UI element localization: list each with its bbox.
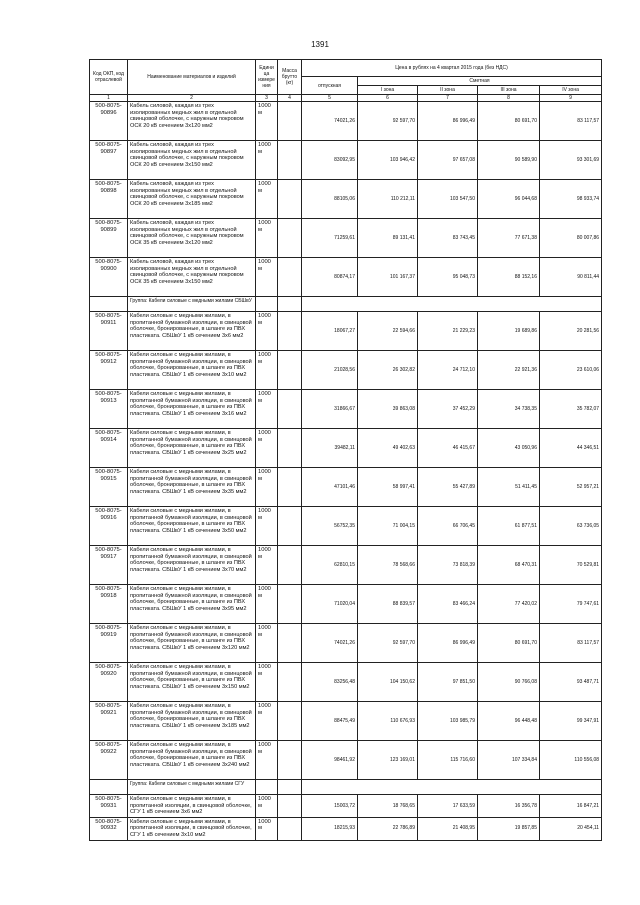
row-zone1-price: 92 597,70 bbox=[358, 624, 418, 663]
row-zone4-price: 110 556,08 bbox=[540, 741, 602, 780]
row-zone2-price: 66 706,45 bbox=[418, 507, 478, 546]
row-zone2-price: 86 996,49 bbox=[418, 102, 478, 141]
row-zone1-price: 103 946,42 bbox=[358, 141, 418, 180]
row-zone3-price: 96 044,68 bbox=[478, 180, 540, 219]
group-code-cell bbox=[90, 780, 128, 795]
group-label: Группа: Кабели силовые с медными жилами СГУ bbox=[128, 780, 256, 795]
row-zone3-price: 22 921,36 bbox=[478, 351, 540, 390]
row-zone4-price: 93 487,71 bbox=[540, 663, 602, 702]
row-release-price: 88105,06 bbox=[302, 180, 358, 219]
row-release-price: 21028,56 bbox=[302, 351, 358, 390]
row-unit: 1000 м bbox=[256, 795, 278, 818]
row-release-price: 15003,72 bbox=[302, 795, 358, 818]
row-code: 500-8075-90913 bbox=[90, 390, 128, 429]
row-mass bbox=[278, 258, 302, 297]
row-zone2-price: 86 996,49 bbox=[418, 624, 478, 663]
row-zone4-price: 98 933,74 bbox=[540, 180, 602, 219]
col-num: 1 bbox=[90, 95, 128, 102]
row-zone4-price: 93 301,69 bbox=[540, 141, 602, 180]
row-zone4-price: 44 346,51 bbox=[540, 429, 602, 468]
row-name: Кабели силовые с медными жилами, в пропитанной бумажной изоляции, в свинцовой оболочке, бронированные, в шланге из ПВХ пластиката. СБШвУ 1 кВ сечением 3х120 мм2 bbox=[128, 624, 256, 663]
col-num: 2 bbox=[128, 95, 256, 102]
table-row bbox=[90, 429, 602, 468]
row-zone4-price: 83 117,57 bbox=[540, 624, 602, 663]
row-zone2-price: 97 657,08 bbox=[418, 141, 478, 180]
row-name: Кабель силовой, каждая из трех изолированных медных жил в отдельной свинцовой оболочке, с наружным покровом ОСК 20 кВ сечением 3х120 мм2 bbox=[128, 102, 256, 141]
group-row bbox=[90, 780, 602, 795]
table-header bbox=[90, 60, 602, 102]
row-release-price: 31866,67 bbox=[302, 390, 358, 429]
row-name: Кабели силовые с медными жилами, в пропитанной бумажной изоляции, в свинцовой оболочке, бронированные, в шланге из ПВХ пластиката. СБШвУ 1 кВ сечением 3х6 мм2 bbox=[128, 312, 256, 351]
row-name: Кабель силовой, каждая из трех изолированных медных жил в отдельной свинцовой оболочке, с наружным покровом ОСК 20 кВ сечением 3х185 мм2 bbox=[128, 180, 256, 219]
row-zone4-price: 80 007,86 bbox=[540, 219, 602, 258]
row-zone3-price: 51 411,45 bbox=[478, 468, 540, 507]
row-zone1-price: 18 768,65 bbox=[358, 795, 418, 818]
row-code: 500-8075-90915 bbox=[90, 468, 128, 507]
row-unit: 1000 м bbox=[256, 702, 278, 741]
row-zone3-price: 96 448,48 bbox=[478, 702, 540, 741]
row-mass bbox=[278, 795, 302, 818]
row-release-price: 71020,04 bbox=[302, 585, 358, 624]
row-mass bbox=[278, 546, 302, 585]
row-unit: 1000 м bbox=[256, 390, 278, 429]
header-release: отпускная bbox=[302, 77, 358, 95]
row-zone3-price: 90 589,90 bbox=[478, 141, 540, 180]
row-zone4-price: 99 347,91 bbox=[540, 702, 602, 741]
row-zone1-price: 22 786,89 bbox=[358, 817, 418, 840]
col-num: 6 bbox=[358, 95, 418, 102]
row-mass bbox=[278, 624, 302, 663]
price-table bbox=[89, 59, 602, 841]
row-unit: 1000 м bbox=[256, 102, 278, 141]
row-zone2-price: 103 985,79 bbox=[418, 702, 478, 741]
row-zone2-price: 103 547,50 bbox=[418, 180, 478, 219]
row-zone1-price: 89 131,41 bbox=[358, 219, 418, 258]
row-zone1-price: 101 167,37 bbox=[358, 258, 418, 297]
group-empty-cell bbox=[256, 297, 278, 312]
row-zone3-price: 77 671,38 bbox=[478, 219, 540, 258]
row-code: 500-8075-90912 bbox=[90, 351, 128, 390]
row-code: 500-8075-90911 bbox=[90, 312, 128, 351]
group-empty-cell bbox=[302, 780, 602, 795]
header-unit: Едини ца измере ния bbox=[256, 60, 278, 95]
row-release-price: 47101,46 bbox=[302, 468, 358, 507]
row-code: 500-8075-90921 bbox=[90, 702, 128, 741]
table-row bbox=[90, 141, 602, 180]
row-zone4-price: 16 847,21 bbox=[540, 795, 602, 818]
group-empty-cell bbox=[302, 297, 602, 312]
row-release-price: 88475,49 bbox=[302, 702, 358, 741]
row-zone2-price: 73 818,39 bbox=[418, 546, 478, 585]
row-mass bbox=[278, 741, 302, 780]
table-row bbox=[90, 312, 602, 351]
row-release-price: 62810,15 bbox=[302, 546, 358, 585]
row-name: Кабели силовые с медными жилами, в пропитанной бумажной изоляции, в свинцовой оболочке, бронированные, в шланге из ПВХ пластиката. СБШвУ 1 кВ сечением 3х150 мм2 bbox=[128, 663, 256, 702]
table-row bbox=[90, 351, 602, 390]
col-num: 4 bbox=[278, 95, 302, 102]
row-unit: 1000 м bbox=[256, 312, 278, 351]
row-zone2-price: 17 633,59 bbox=[418, 795, 478, 818]
row-unit: 1000 м bbox=[256, 141, 278, 180]
row-mass bbox=[278, 817, 302, 840]
row-zone1-price: 110 212,11 bbox=[358, 180, 418, 219]
col-num: 7 bbox=[418, 95, 478, 102]
row-name: Кабели силовые с медными жилами, в пропитанной бумажной изоляции, в свинцовой оболочке, бронированные, в шланге из ПВХ пластиката. СБШвУ 1 кВ сечением 3х10 мм2 bbox=[128, 351, 256, 390]
row-name: Кабель силовой, каждая из трех изолированных медных жил в отдельной свинцовой оболочке, с наружным покровом ОСК 20 кВ сечением 3х150 мм2 bbox=[128, 141, 256, 180]
row-name: Кабель силовой, каждая из трех изолированных медных жил в отдельной свинцовой оболочке, с наружным покровом ОСК 35 кВ сечением 3х150 мм2 bbox=[128, 258, 256, 297]
row-mass bbox=[278, 102, 302, 141]
row-code: 500-8075-90919 bbox=[90, 624, 128, 663]
row-zone3-price: 88 152,16 bbox=[478, 258, 540, 297]
row-zone1-price: 22 594,66 bbox=[358, 312, 418, 351]
group-empty-cell bbox=[278, 297, 302, 312]
row-release-price: 18215,93 bbox=[302, 817, 358, 840]
row-unit: 1000 м bbox=[256, 741, 278, 780]
row-release-price: 74021,26 bbox=[302, 624, 358, 663]
row-name: Кабели силовые с медными жилами, в пропитанной бумажной изоляции, в свинцовой оболочке, бронированные, в шланге из ПВХ пластиката. СБШвУ 1 кВ сечением 3х50 мм2 bbox=[128, 507, 256, 546]
row-zone1-price: 39 863,08 bbox=[358, 390, 418, 429]
row-unit: 1000 м bbox=[256, 546, 278, 585]
row-code: 500-8075-90917 bbox=[90, 546, 128, 585]
row-name: Кабели силовые с медными жилами, в пропитанной бумажной изоляции, в свинцовой оболочке, бронированные, в шланге из ПВХ пластиката. СБШвУ 1 кВ сечением 3х16 мм2 bbox=[128, 390, 256, 429]
row-unit: 1000 м bbox=[256, 351, 278, 390]
row-name: Кабели силовые с медными жилами, в пропитанной бумажной изоляции, в свинцовой оболочке, бронированные, в шланге из ПВХ пластиката. СБШвУ 1 кВ сечением 3х95 мм2 bbox=[128, 585, 256, 624]
table-body bbox=[90, 102, 602, 841]
row-release-price: 80874,17 bbox=[302, 258, 358, 297]
row-zone1-price: 49 402,63 bbox=[358, 429, 418, 468]
col-num: 9 bbox=[540, 95, 602, 102]
header-estimate: Сметная bbox=[358, 77, 602, 86]
row-zone3-price: 80 691,70 bbox=[478, 624, 540, 663]
row-code: 500-8075-90920 bbox=[90, 663, 128, 702]
row-zone1-price: 110 676,93 bbox=[358, 702, 418, 741]
row-code: 500-8075-90900 bbox=[90, 258, 128, 297]
row-code: 500-8075-90931 bbox=[90, 795, 128, 818]
row-release-price: 71259,61 bbox=[302, 219, 358, 258]
row-code: 500-8075-90896 bbox=[90, 102, 128, 141]
header-name: Наименование материалов и изделий bbox=[128, 60, 256, 95]
row-zone2-price: 24 712,10 bbox=[418, 351, 478, 390]
row-zone4-price: 20 281,56 bbox=[540, 312, 602, 351]
row-mass bbox=[278, 390, 302, 429]
row-zone4-price: 20 454,11 bbox=[540, 817, 602, 840]
row-unit: 1000 м bbox=[256, 468, 278, 507]
row-release-price: 83256,48 bbox=[302, 663, 358, 702]
row-zone2-price: 95 048,73 bbox=[418, 258, 478, 297]
row-unit: 1000 м bbox=[256, 180, 278, 219]
row-code: 500-8075-90918 bbox=[90, 585, 128, 624]
row-code: 500-8075-90899 bbox=[90, 219, 128, 258]
row-unit: 1000 м bbox=[256, 258, 278, 297]
row-zone1-price: 88 839,57 bbox=[358, 585, 418, 624]
row-zone1-price: 71 004,15 bbox=[358, 507, 418, 546]
table-row bbox=[90, 795, 602, 818]
row-mass bbox=[278, 507, 302, 546]
row-release-price: 39482,11 bbox=[302, 429, 358, 468]
row-mass bbox=[278, 219, 302, 258]
row-name: Кабели силовые с медными жилами, в пропитанной бумажной изоляции, в свинцовой оболочке, бронированные, в шланге из ПВХ пластиката. СБШвУ 1 кВ сечением 3х185 мм2 bbox=[128, 702, 256, 741]
table-row bbox=[90, 702, 602, 741]
row-zone2-price: 83 466,24 bbox=[418, 585, 478, 624]
col-num: 3 bbox=[256, 95, 278, 102]
table-row bbox=[90, 102, 602, 141]
table-row bbox=[90, 663, 602, 702]
col-num: 8 bbox=[478, 95, 540, 102]
row-mass bbox=[278, 351, 302, 390]
table-row bbox=[90, 817, 602, 840]
table-row bbox=[90, 180, 602, 219]
row-zone4-price: 35 782,07 bbox=[540, 390, 602, 429]
row-name: Кабели силовые с медными жилами, в пропитанной бумажной изоляции, в свинцовой оболочке, бронированные, в шланге из ПВХ пластиката. СБШвУ 1 кВ сечением 3х70 мм2 bbox=[128, 546, 256, 585]
row-unit: 1000 м bbox=[256, 585, 278, 624]
table-row bbox=[90, 741, 602, 780]
header-zone-1: I зона bbox=[358, 86, 418, 95]
row-zone2-price: 46 415,67 bbox=[418, 429, 478, 468]
row-unit: 1000 м bbox=[256, 624, 278, 663]
row-zone4-price: 79 747,61 bbox=[540, 585, 602, 624]
row-mass bbox=[278, 429, 302, 468]
row-zone2-price: 97 851,50 bbox=[418, 663, 478, 702]
header-zone-4: IV зона bbox=[540, 86, 602, 95]
row-zone2-price: 37 452,29 bbox=[418, 390, 478, 429]
table-row bbox=[90, 468, 602, 507]
row-zone1-price: 78 568,66 bbox=[358, 546, 418, 585]
row-zone3-price: 34 738,35 bbox=[478, 390, 540, 429]
row-zone4-price: 63 736,05 bbox=[540, 507, 602, 546]
header-zone-2: II зона bbox=[418, 86, 478, 95]
row-unit: 1000 м bbox=[256, 817, 278, 840]
row-unit: 1000 м bbox=[256, 429, 278, 468]
row-zone2-price: 55 427,89 bbox=[418, 468, 478, 507]
row-zone4-price: 83 117,57 bbox=[540, 102, 602, 141]
row-zone1-price: 92 597,70 bbox=[358, 102, 418, 141]
row-mass bbox=[278, 663, 302, 702]
row-zone4-price: 23 610,06 bbox=[540, 351, 602, 390]
row-mass bbox=[278, 702, 302, 741]
header-mass: Масса брутто (кг) bbox=[278, 60, 302, 95]
row-zone1-price: 104 150,62 bbox=[358, 663, 418, 702]
table-row bbox=[90, 507, 602, 546]
row-zone3-price: 80 691,70 bbox=[478, 102, 540, 141]
page-number: 1391 bbox=[311, 40, 329, 49]
group-code-cell bbox=[90, 297, 128, 312]
row-release-price: 98461,92 bbox=[302, 741, 358, 780]
row-zone3-price: 61 877,51 bbox=[478, 507, 540, 546]
row-zone1-price: 58 997,41 bbox=[358, 468, 418, 507]
row-release-price: 74021,26 bbox=[302, 102, 358, 141]
row-unit: 1000 м bbox=[256, 507, 278, 546]
row-zone3-price: 107 334,84 bbox=[478, 741, 540, 780]
row-release-price: 56752,35 bbox=[302, 507, 358, 546]
group-label: Группа: Кабели силовые с медными жилами СБШвУ bbox=[128, 297, 256, 312]
row-zone1-price: 123 169,01 bbox=[358, 741, 418, 780]
row-zone4-price: 52 957,21 bbox=[540, 468, 602, 507]
row-unit: 1000 м bbox=[256, 219, 278, 258]
row-zone3-price: 16 356,78 bbox=[478, 795, 540, 818]
row-zone3-price: 90 766,08 bbox=[478, 663, 540, 702]
col-num: 5 bbox=[302, 95, 358, 102]
row-name: Кабели силовые с медными жилами, в пропитанной бумажной изоляции, в свинцовой оболочке, бронированные, в шланге из ПВХ пластиката. СБШвУ 1 кВ сечением 3х35 мм2 bbox=[128, 468, 256, 507]
row-name: Кабели силовые с медными жилами, в пропитанной бумажной изоляции, в свинцовой оболочке, бронированные, в шланге из ПВХ пластиката. СБШвУ 1 кВ сечением 3х25 мм2 bbox=[128, 429, 256, 468]
row-zone3-price: 77 420,02 bbox=[478, 585, 540, 624]
table-row bbox=[90, 258, 602, 297]
row-zone4-price: 70 529,81 bbox=[540, 546, 602, 585]
header-zone-3: III зона bbox=[478, 86, 540, 95]
row-zone1-price: 26 302,82 bbox=[358, 351, 418, 390]
row-release-price: 83092,95 bbox=[302, 141, 358, 180]
row-code: 500-8075-90914 bbox=[90, 429, 128, 468]
table-row bbox=[90, 585, 602, 624]
row-mass bbox=[278, 180, 302, 219]
row-zone2-price: 83 743,45 bbox=[418, 219, 478, 258]
row-name: Кабели силовые с медными жилами, в пропитанной изоляции, в свинцовой оболочке, СГУ 1 кВ сечением 3х10 мм2 bbox=[128, 817, 256, 840]
row-zone3-price: 68 470,31 bbox=[478, 546, 540, 585]
row-mass bbox=[278, 141, 302, 180]
header-code: Код ОКП, код отраслевой bbox=[90, 60, 128, 95]
row-release-price: 18067,27 bbox=[302, 312, 358, 351]
table-row bbox=[90, 390, 602, 429]
row-zone2-price: 115 716,60 bbox=[418, 741, 478, 780]
row-code: 500-8075-90932 bbox=[90, 817, 128, 840]
group-empty-cell bbox=[256, 780, 278, 795]
row-name: Кабели силовые с медными жилами, в пропитанной изоляции, в свинцовой оболочке, СГУ 1 кВ сечением 3х6 мм2 bbox=[128, 795, 256, 818]
row-zone2-price: 21 408,95 bbox=[418, 817, 478, 840]
table-row bbox=[90, 624, 602, 663]
row-code: 500-8075-90898 bbox=[90, 180, 128, 219]
row-zone3-price: 19 857,85 bbox=[478, 817, 540, 840]
column-numbers-row bbox=[90, 95, 602, 102]
row-mass bbox=[278, 312, 302, 351]
row-name: Кабель силовой, каждая из трех изолированных медных жил в отдельной свинцовой оболочке, с наружным покровом ОСК 35 кВ сечением 3х120 мм2 bbox=[128, 219, 256, 258]
row-code: 500-8075-90897 bbox=[90, 141, 128, 180]
table-row bbox=[90, 546, 602, 585]
row-mass bbox=[278, 468, 302, 507]
header-price-title: Цена в рублях на 4 квартал 2015 года (без НДС) bbox=[302, 60, 602, 77]
group-empty-cell bbox=[278, 780, 302, 795]
group-row bbox=[90, 297, 602, 312]
row-code: 500-8075-90916 bbox=[90, 507, 128, 546]
row-mass bbox=[278, 585, 302, 624]
row-name: Кабели силовые с медными жилами, в пропитанной бумажной изоляции, в свинцовой оболочке, бронированные, в шланге из ПВХ пластиката. СБШвУ 1 кВ сечением 3х240 мм2 bbox=[128, 741, 256, 780]
row-code: 500-8075-90922 bbox=[90, 741, 128, 780]
row-zone3-price: 43 050,96 bbox=[478, 429, 540, 468]
row-zone3-price: 19 689,86 bbox=[478, 312, 540, 351]
row-zone4-price: 90 811,44 bbox=[540, 258, 602, 297]
table-row bbox=[90, 219, 602, 258]
row-unit: 1000 м bbox=[256, 663, 278, 702]
row-zone2-price: 21 229,23 bbox=[418, 312, 478, 351]
